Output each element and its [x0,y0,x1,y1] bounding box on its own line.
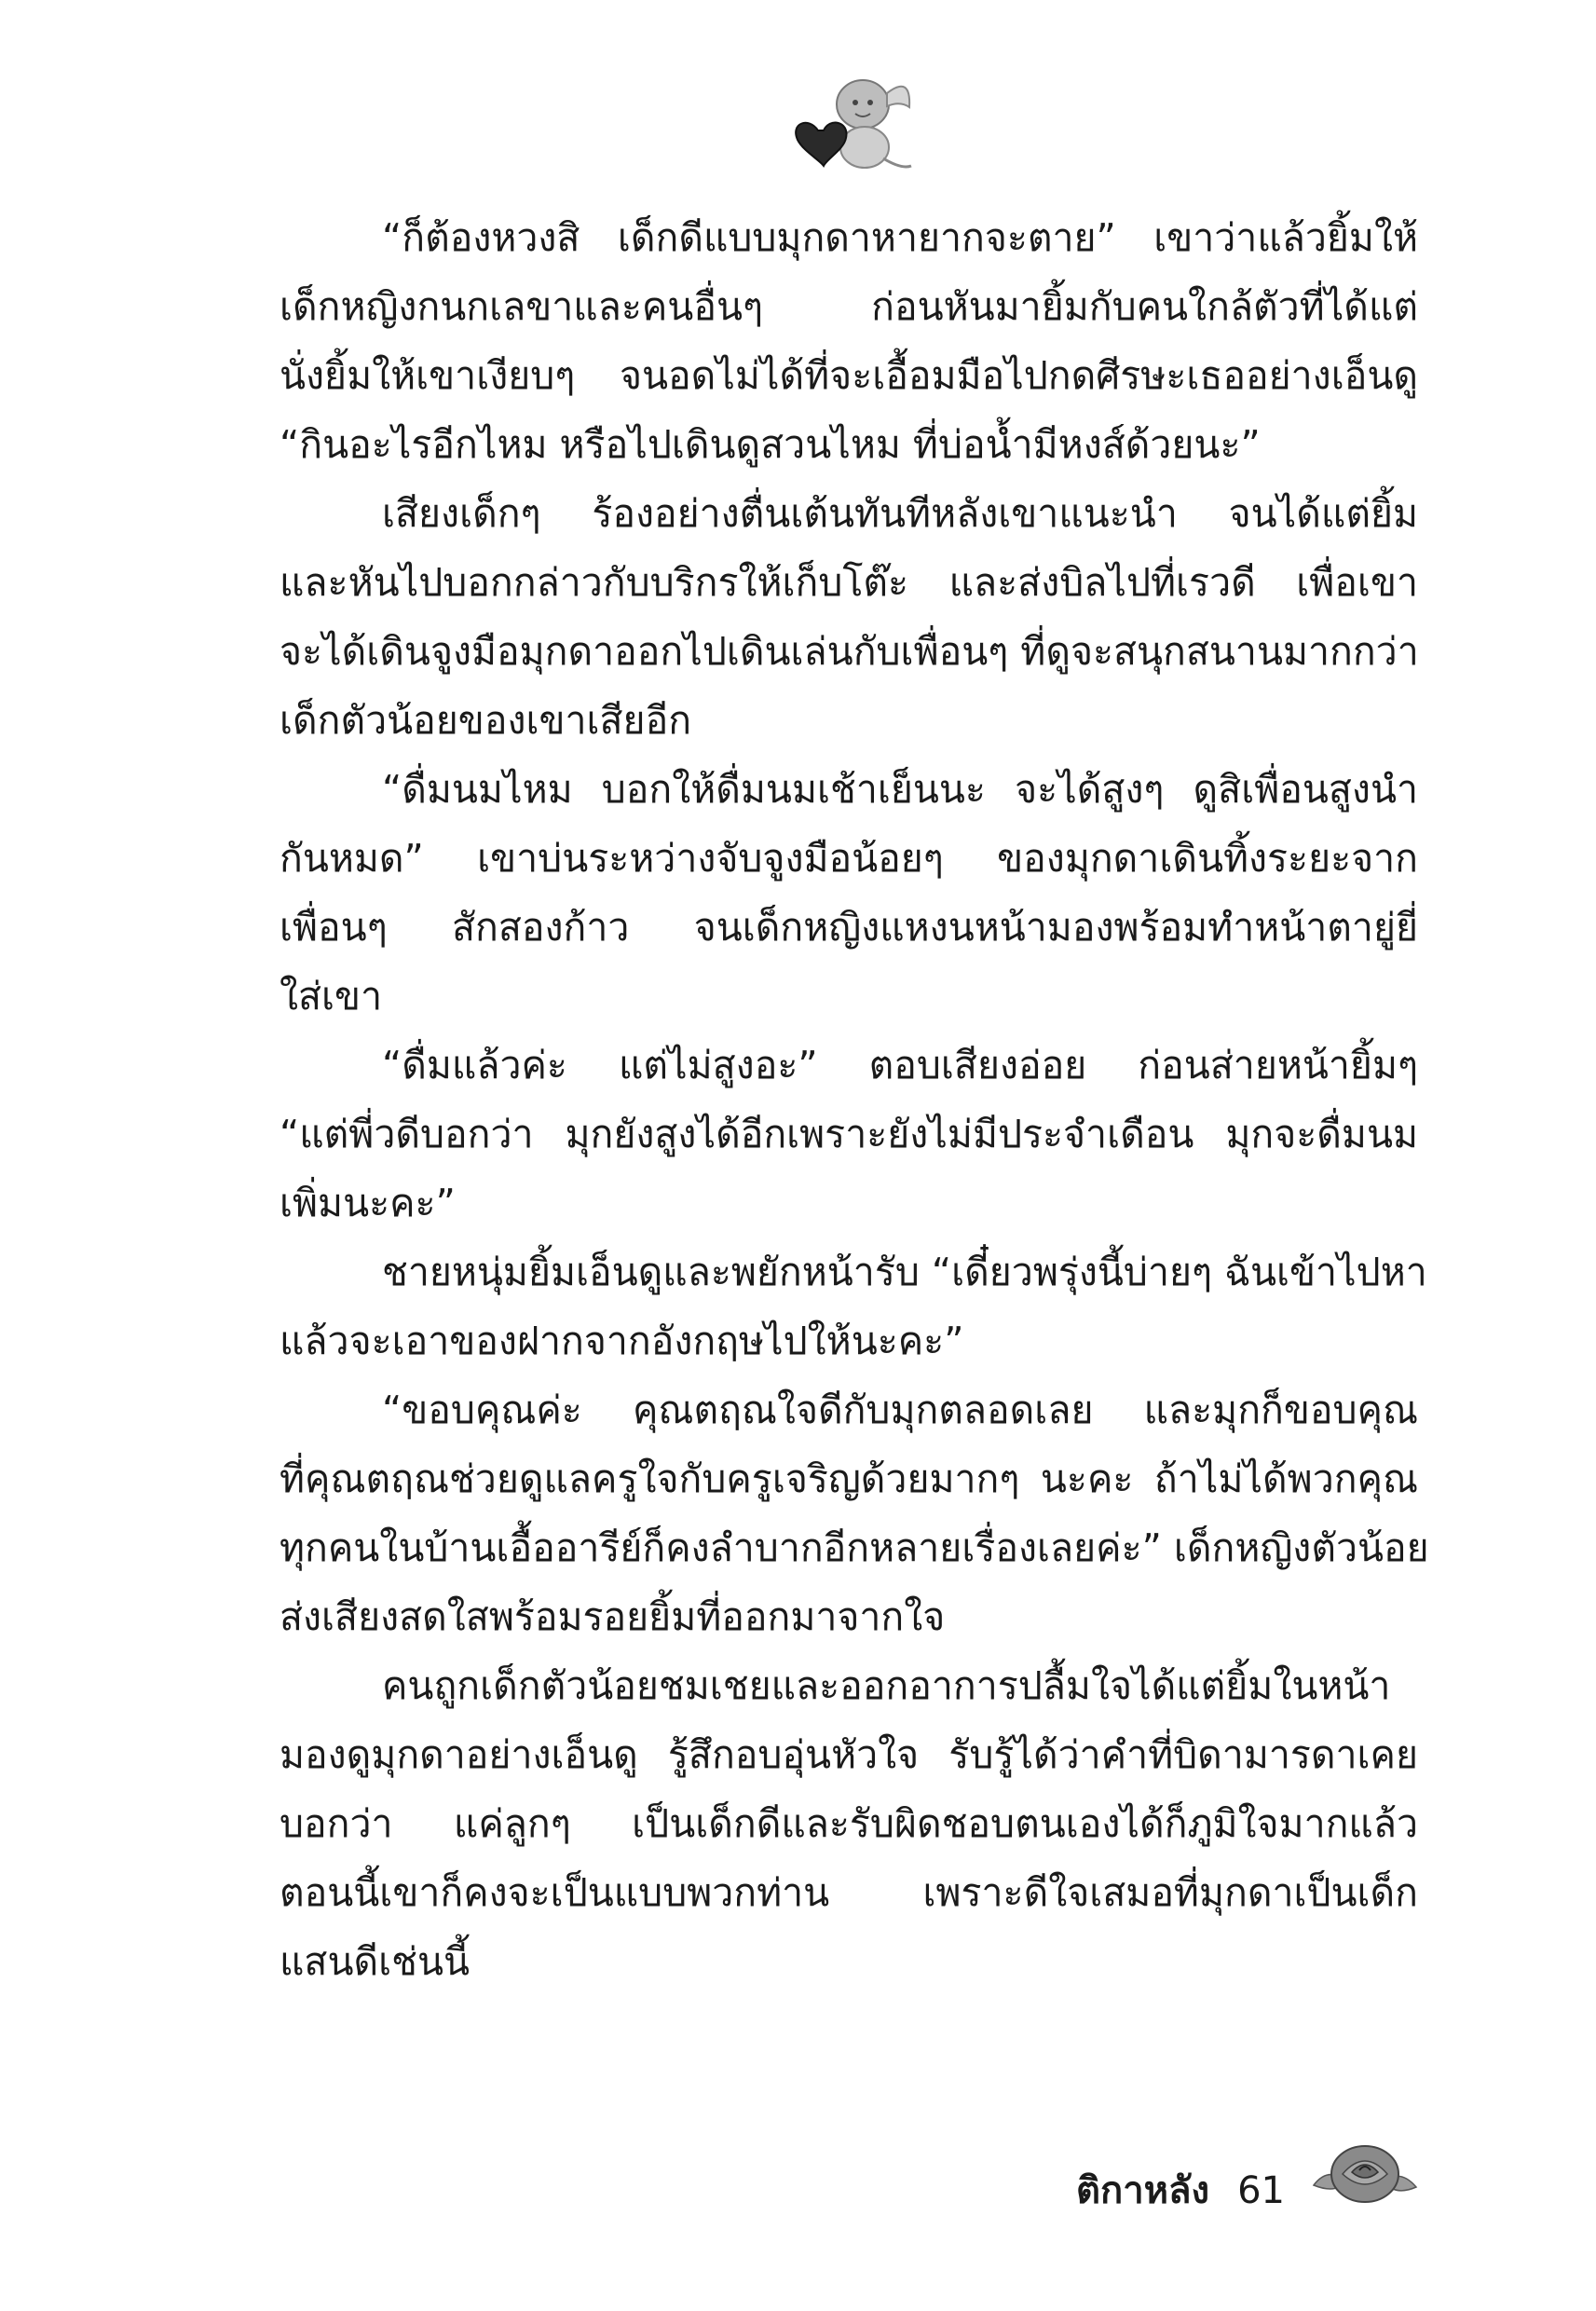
text-line: “ขอบคุณค่ะ คุณตฤณใจดีกับมุกตลอดเลย และมุกก็ขอบคุณ [382,1388,1418,1432]
text-line: และหันไปบอกกล่าวกับบริกรให้เก็บโต๊ะ และส่งบิลไปที่เรวดี เพื่อเขา [280,560,1418,605]
text-line: บอกว่า แค่ลูกๆ เป็นเด็กดีและรับผิดชอบตนเองได้ก็ภูมิใจมากแล้ว [280,1801,1418,1846]
text-line: เด็กตัวน้อยของเขาเสียอีก [280,698,692,743]
book-title: ติกาหลัง [1076,2169,1210,2212]
text-line: เด็กหญิงกนกเลขาและคนอื่นๆ ก่อนหันมายิ้มกับคนใกล้ตัวที่ได้แต่ [280,284,1418,329]
text-line: จะได้เดินจูงมือมุกดาออกไปเดินเล่นกับเพื่อนๆ ที่ดูจะสนุกสนานมากกว่า [280,629,1419,674]
text-line: “ก็ต้องหวงสิ เด็กดีแบบมุกดาหายากจะตาย” เขาว่าแล้วยิ้มให้ [382,215,1418,260]
text-line: ส่งเสียงสดใสพร้อมรอยยิ้มที่ออกมาจากใจ [280,1594,946,1639]
paragraph [280,1238,1427,1375]
text-line: “ดื่มแล้วค่ะ แต่ไม่สูงอะ” ตอบเสียงอ่อย ก่อนส่ายหน้ายิ้มๆ [382,1043,1418,1087]
page-footer [1076,2160,1285,2220]
paragraph [280,1031,1418,1238]
paragraph [280,755,1418,1031]
text-line: ที่คุณตฤณช่วยดูแลครูใจกับครูเจริญด้วยมากๆ นะคะ ถ้าไม่ได้พวกคุณ [280,1456,1418,1501]
text-line: คนถูกเด็กตัวน้อยชมเชยและออกอาการปลื้มใจได้แต่ยิ้มในหน้า [382,1663,1391,1708]
cupid-with-heart-icon [790,65,921,186]
body-text [280,203,1429,1996]
text-line: แสนดีเช่นนี้ [280,1939,470,1984]
text-line: เพื่อนๆ สักสองก้าว จนเด็กหญิงแหงนหน้ามองพร้อมทำหน้าตายู่ยี่ [280,905,1418,950]
text-line: มองดูมุกดาอย่างเอ็นดู รู้สึกอบอุ่นหัวใจ รับรู้ได้ว่าคำที่บิดามารดาเคย [280,1732,1418,1777]
text-line: กันหมด” เขาบ่นระหว่างจับจูงมือน้อยๆ ของมุกดาเดินทิ้งระยะจาก [280,836,1418,881]
text-line: นั่งยิ้มให้เขาเงียบๆ จนอดไม่ได้ที่จะเอื้อมมือไปกดศีรษะเธออย่างเอ็นดู [280,353,1418,398]
text-line: ตอนนี้เขาก็คงจะเป็นแบบพวกท่าน เพราะดีใจเสมอที่มุกดาเป็นเด็ก [280,1870,1418,1915]
paragraph [280,1375,1429,1651]
text-line: “กินอะไรอีกไหม หรือไปเดินดูสวนไหม ที่บ่อน้ำมีหงส์ด้วยนะ” [280,422,1261,467]
text-line: “แต่พี่วดีบอกว่า มุกยังสูงได้อีกเพราะยังไม่มีประจำเดือน มุกจะดื่มนม [280,1112,1418,1156]
text-line: ชายหนุ่มยิ้มเอ็นดูและพยักหน้ารับ “เดี๋ยวพรุ่งนี้บ่ายๆ ฉันเข้าไปหา [382,1250,1427,1294]
text-line: “ดื่มนมไหม บอกให้ดื่มนมเช้าเย็นนะ จะได้สูงๆ ดูสิเพื่อนสูงนำ [382,767,1418,812]
rose-icon [1309,2129,1421,2213]
text-line: ทุกคนในบ้านเอื้ออารีย์ก็คงลำบากอีกหลายเรื่องเลยค่ะ” เด็กหญิงตัวน้อย [280,1525,1429,1570]
paragraph [280,203,1418,479]
text-line: ใส่เขา [280,974,383,1019]
text-line: แล้วจะเอาของฝากจากอังกฤษไปให้นะคะ” [280,1319,964,1363]
page-number: 61 [1237,2169,1285,2212]
text-line: เพิ่มนะคะ” [280,1181,456,1225]
paragraph [280,1651,1418,1996]
paragraph [280,479,1418,755]
text-line: เสียงเด็กๆ ร้องอย่างตื่นเต้นทันทีหลังเขาแนะนำ จนได้แต่ยิ้ม [382,491,1418,536]
